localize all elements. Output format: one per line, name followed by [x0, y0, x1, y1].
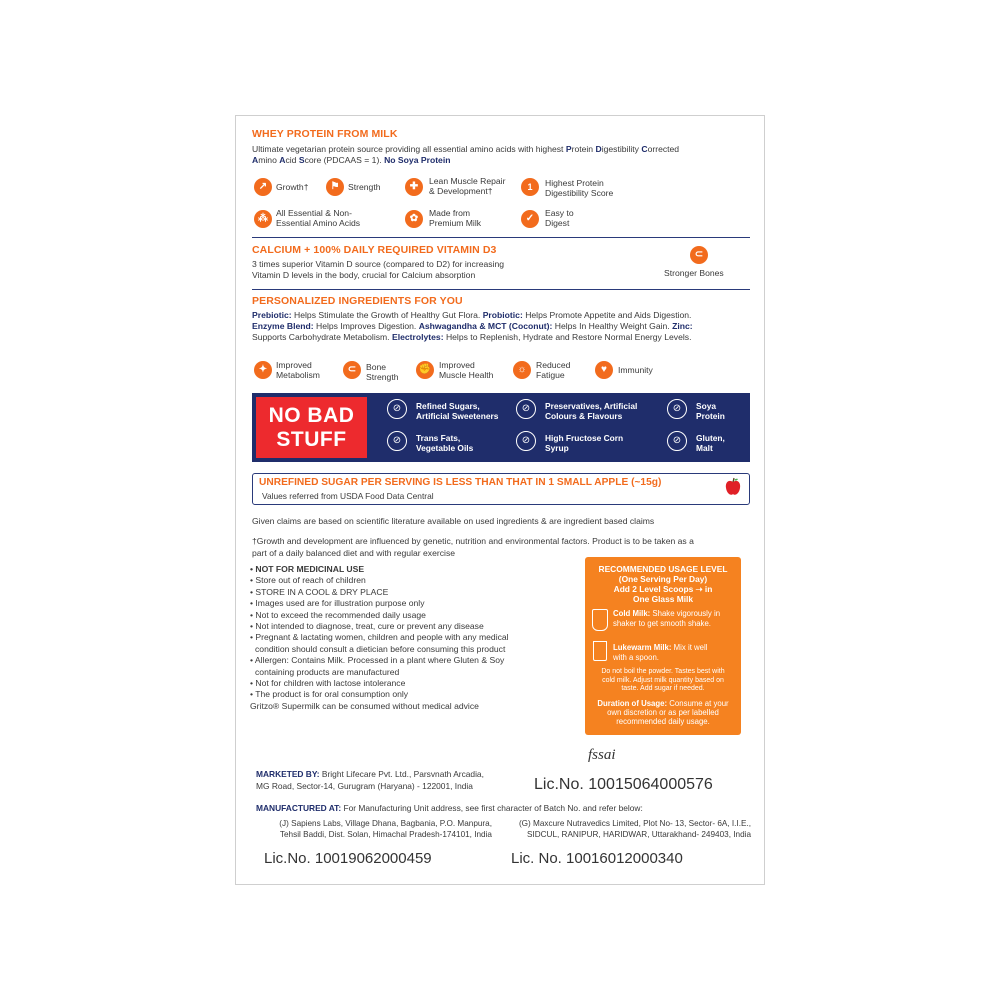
list-item: • Not intended to diagnose, treat, cure or prevent any disease: [250, 621, 484, 632]
apple-icon: [723, 477, 743, 497]
calcium-heading: CALCIUM + 100% DAILY REQUIRED VITAMIN D3: [252, 244, 497, 256]
muscle-health-icon: ✊: [416, 361, 434, 379]
unit-g-license: Lic. No. 10016012000340: [511, 850, 683, 867]
divider: [252, 289, 750, 290]
glass-icon: [593, 641, 607, 661]
immunity-icon: ♥: [595, 361, 613, 379]
whey-heading: WHEY PROTEIN FROM MILK: [252, 128, 398, 140]
muscle-repair-icon: ✚: [405, 178, 423, 196]
usage-title: RECOMMENDED USAGE LEVEL (One Serving Per Day) Add 2 Level Scoops ➝ in One Glass Milk: [598, 564, 728, 604]
pdcaas-icon: 1: [521, 178, 539, 196]
bone-strength-icon: ⊂: [343, 361, 361, 379]
strength-label: Strength: [348, 182, 381, 192]
sugar-source: Values referred from USDA Food Data Central: [262, 491, 434, 501]
whey-description: Ultimate vegetarian protein source providing all essential amino acids with highest Protein Digestibility Corrected Amino Acid Score (PDCAAS = 1). No Soya Protein: [252, 144, 680, 165]
divider: [252, 237, 750, 238]
premium-milk-icon: ✿: [405, 210, 423, 228]
stronger-bones-label: Stronger Bones: [664, 268, 724, 278]
list-item: • NOT FOR MEDICINAL USE: [250, 564, 365, 574]
product-label-panel: [235, 115, 765, 885]
no-hfcs-icon: ⊘: [516, 431, 536, 451]
no-gluten-label: Gluten, Malt: [696, 433, 725, 453]
sugar-callout: [252, 473, 750, 505]
usage-duration: Duration of Usage: Consume at your own discretion or as per labelled recommended daily usage.: [597, 699, 729, 726]
metabolism-icon: ✦: [254, 361, 272, 379]
amino-acids-icon: ⁂: [254, 210, 272, 228]
fatigue-label: Reduced Fatigue: [536, 360, 571, 380]
unit-g-address: (G) Maxcure Nutravedics Limited, Plot No- 13, Sector- 6A, I.I.E., SIDCUL, RANIPUR, HARIDWAR, Uttarakhand- 249403, India: [518, 819, 751, 839]
cold-milk-text: Cold Milk: Shake vigorously in shaker to get smooth shake.: [613, 609, 721, 628]
fatigue-icon: ☼: [513, 361, 531, 379]
usage-note: Do not boil the powder. Tastes best with cold milk. Adjust milk quantity based on taste. Add sugar if needed.: [601, 668, 725, 692]
strength-icon: ⚑: [326, 178, 344, 196]
list-item: • Not to exceed the recommended daily usage: [250, 609, 426, 620]
bone-strength-label: Bone Strength: [366, 362, 399, 382]
bone-icon: ⊂: [690, 246, 708, 264]
marketed-by: MARKETED BY: Bright Lifecare Pvt. Ltd., Parsvnath Arcadia, MG Road, Sector-14, Gurugram (Haryana) - 122001, India: [256, 769, 484, 791]
easy-digest-label: Easy to Digest: [545, 208, 574, 228]
list-item: condition should consult a dietician before consuming this product: [255, 643, 506, 654]
premium-milk-label: Made from Premium Milk: [429, 208, 482, 228]
personalized-heading: PERSONALIZED INGREDIENTS FOR YOU: [252, 295, 463, 307]
growth-note: †Growth and development are influenced by genetic, nutrition and environmental factors. Product is to be taken as a part of a daily balanced diet and with regular exercise: [252, 536, 694, 558]
metabolism-label: Improved Metabolism: [276, 360, 320, 380]
personalized-description: Prebiotic: Helps Stimulate the Growth of Healthy Gut Flora. Probiotic: Helps Promote Appetite and Aids Digestion. Enzyme Blend: Helps Improves Digestion. Ashwagandha & MCT (Coconut): Helps In Healthy Weight Gain. Zinc: Supports Carbohydrate Metabolism. Electrolytes: Helps to Replenish, Hydrate and Restore Normal Energy Levels.: [252, 310, 693, 342]
no-preservatives-label: Preservatives, Artificial Colours & Flavours: [545, 401, 638, 421]
calcium-description: 3 times superior Vitamin D source (compared to D2) for increasing Vitamin D levels in the body, crucial for Calcium absorption: [252, 259, 505, 280]
muscle-health-label: Improved Muscle Health: [439, 360, 494, 380]
claims-text: Given claims are based on scientific literature available on used ingredients & are ingredient based claims: [252, 516, 655, 526]
no-sugar-label: Refined Sugars, Artificial Sweeteners: [416, 401, 499, 421]
warnings-list: [250, 564, 580, 712]
fssai-logo: fssai: [588, 747, 616, 763]
list-item: • Images used are for illustration purpose only: [250, 598, 425, 609]
list-item: • Store out of reach of children: [250, 575, 366, 586]
no-trans-fat-label: Trans Fats, Vegetable Oils: [416, 433, 474, 453]
usage-box: [585, 557, 741, 735]
no-sugar-icon: ⊘: [387, 399, 407, 419]
no-soya-label: Soya Protein: [696, 401, 725, 421]
no-hfcs-label: High Fructose Corn Syrup: [545, 433, 624, 453]
immunity-label: Immunity: [618, 365, 653, 375]
list-item: • Pregnant & lactating women, children and people with any medical: [250, 632, 509, 643]
amino-acids-label: All Essential & Non- Essential Amino Acids: [276, 208, 361, 228]
lukewarm-milk-text: Lukewarm Milk: Mix it well with a spoon.: [613, 643, 708, 662]
growth-icon: ↗: [254, 178, 272, 196]
list-item: • Not for children with lactose intolerance: [250, 678, 406, 689]
no-bad-stuff-title: NO BAD STUFF: [256, 397, 367, 458]
no-gluten-icon: ⊘: [667, 431, 687, 451]
shaker-icon: [592, 609, 608, 631]
unit-j-license: Lic.No. 10019062000459: [264, 850, 432, 867]
marketed-license: Lic.No. 10015064000576: [534, 776, 713, 793]
list-item: • Allergen: Contains Milk. Processed in a plant where Gluten & Soy: [250, 655, 505, 666]
no-trans-fat-icon: ⊘: [387, 431, 407, 451]
easy-digest-icon: ✓: [521, 210, 539, 228]
list-item: Gritzo® Supermilk can be consumed without medical advice: [250, 700, 479, 711]
list-item: • The product is for oral consumption only: [250, 689, 409, 700]
pdcaas-label: Highest Protein Digestibility Score: [545, 178, 614, 198]
manufactured-at: MANUFACTURED AT: For Manufacturing Unit address, see first character of Batch No. and refer below:: [256, 803, 643, 813]
list-item: containing products are manufactured: [255, 666, 400, 677]
muscle-repair-label: Lean Muscle Repair & Development†: [429, 176, 506, 196]
growth-label: Growth†: [276, 182, 309, 192]
unit-j-address: (J) Sapiens Labs, Village Dhana, Bagbania, P.O. Manpura, Tehsil Baddi, Dist. Solan, Himachal Pradesh-174101, India: [279, 819, 492, 839]
sugar-headline: UNREFINED SUGAR PER SERVING IS LESS THAN THAT IN 1 SMALL APPLE (~15g): [259, 477, 662, 488]
no-bad-stuff-banner: [252, 393, 750, 462]
list-item: • STORE IN A COOL & DRY PLACE: [250, 586, 389, 597]
no-soya-icon: ⊘: [667, 399, 687, 419]
no-preservatives-icon: ⊘: [516, 399, 536, 419]
